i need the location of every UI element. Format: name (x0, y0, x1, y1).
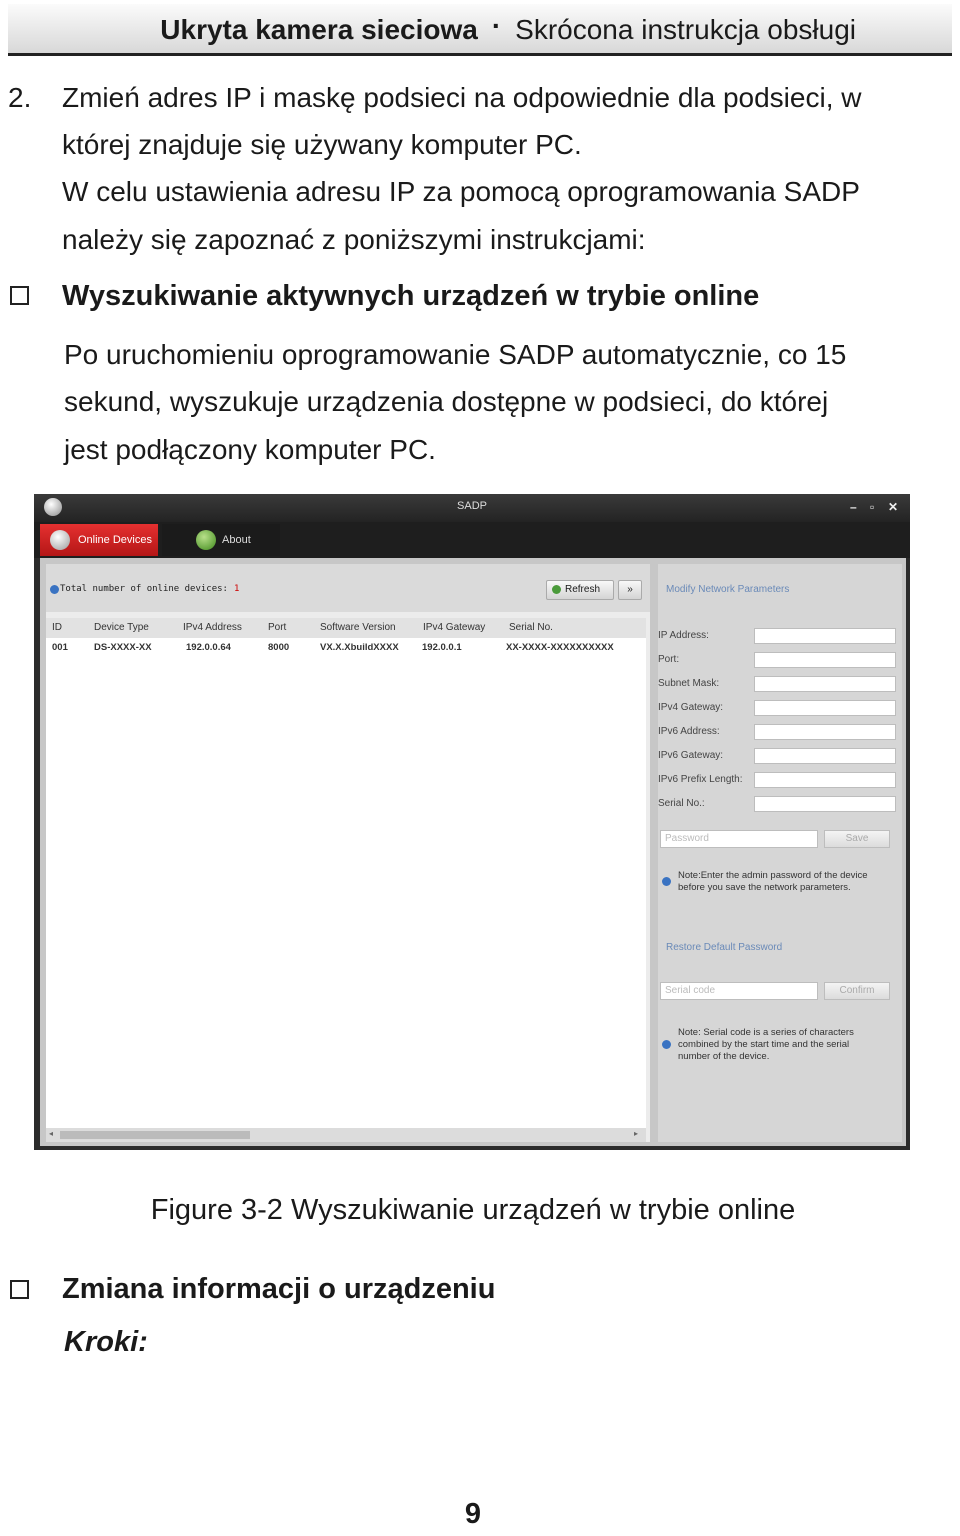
scrollbar-thumb[interactable] (60, 1131, 250, 1139)
restore-icon[interactable]: ▫ (870, 500, 875, 514)
note-line: before you save the network parameters. (678, 882, 851, 893)
sadp-window-title: SADP (457, 500, 487, 512)
subnet-mask-input[interactable] (754, 676, 896, 692)
modify-network-title: Modify Network Parameters (666, 584, 790, 595)
horizontal-scrollbar[interactable] (46, 1128, 646, 1142)
column-header[interactable]: IPv4 Gateway (423, 622, 486, 633)
column-header[interactable]: IPv4 Address (183, 622, 242, 633)
note-line: combined by the start time and the serial (678, 1039, 850, 1050)
refresh-icon (552, 585, 561, 594)
confirm-button[interactable]: Confirm (824, 982, 890, 1000)
step-line: należy się zapoznać z poniższymi instrukcjami: (62, 224, 646, 255)
info-icon (662, 1040, 671, 1049)
column-header[interactable]: Serial No. (509, 622, 553, 633)
ipv6-address-input[interactable] (754, 724, 896, 740)
expand-button[interactable]: » (618, 580, 642, 600)
password-input[interactable]: Password (660, 830, 818, 848)
total-devices (60, 584, 239, 594)
scroll-right-icon[interactable]: ▸ (634, 1129, 639, 1138)
save-button[interactable]: Save (824, 830, 890, 848)
info-icon (196, 530, 216, 550)
header-separator: · (491, 10, 502, 41)
tab-about-label: About (222, 534, 251, 546)
sadp-titlebar (34, 494, 910, 522)
sadp-tabs (34, 522, 910, 558)
step-line: Zmień adres IP i maskę podsieci na odpowiednie dla podsieci, w (62, 82, 862, 113)
page-header (8, 4, 952, 56)
column-header[interactable]: ID (52, 622, 62, 633)
paragraph-line: sekund, wyszukuje urządzenia dostępne w podsieci, do której (64, 386, 829, 417)
scroll-left-icon[interactable]: ◂ (49, 1129, 54, 1138)
close-icon[interactable]: ✕ (888, 500, 899, 514)
cell-device-type: DS-XXXX-XX (94, 642, 152, 653)
cell-gateway: 192.0.0.1 (422, 642, 462, 653)
serial-no-input[interactable] (754, 796, 896, 812)
port-input[interactable] (754, 652, 896, 668)
field-label: IPv6 Address: (658, 726, 720, 737)
info-icon (50, 585, 59, 594)
serial-code-input[interactable]: Serial code (660, 982, 818, 1000)
header-title-rest: Skrócona instrukcja obsługi (515, 14, 856, 45)
figure-caption: Figure 3-2 Wyszukiwanie urządzeń w trybie online (150, 1194, 796, 1226)
paragraph-line: Po uruchomieniu oprogramowanie SADP automatycznie, co 15 (64, 339, 847, 370)
tab-online-devices[interactable] (40, 524, 158, 556)
steps-label: Kroki: (64, 1326, 148, 1358)
section-heading: Zmiana informacji o urządzeniu (62, 1273, 496, 1305)
step-line: której znajduje się używany komputer PC. (62, 129, 582, 160)
note-line: Note:Enter the admin password of the device (678, 870, 868, 881)
field-label: Port: (658, 654, 680, 665)
device-list-pane (46, 564, 650, 1142)
page-header-title (160, 10, 856, 46)
refresh-label: Refresh (565, 584, 601, 595)
devices-icon (50, 530, 70, 550)
total-count: 1 (233, 584, 240, 594)
cell-software: VX.X.XbuildXXXX (320, 642, 399, 653)
field-label: IPv4 Gateway: (658, 702, 724, 713)
device-list-toolbar (46, 564, 650, 612)
minimize-icon[interactable]: – (850, 500, 857, 514)
cell-id: 001 (52, 642, 68, 653)
tab-online-label: Online Devices (78, 534, 152, 546)
table-row[interactable] (46, 638, 646, 658)
header-title-bold: Ukryta kamera sieciowa (160, 14, 478, 45)
paragraph-line: jest podłączony komputer PC. (64, 434, 436, 465)
column-header[interactable]: Device Type (94, 622, 149, 633)
ipv6-gateway-input[interactable] (754, 748, 896, 764)
sadp-window (34, 494, 910, 1150)
checkbox-icon (10, 1280, 29, 1299)
cell-ipv4: 192.0.0.64 (186, 642, 231, 653)
table-header (46, 618, 646, 639)
field-label: IPv6 Prefix Length: (658, 774, 743, 785)
cell-serial: XX-XXXX-XXXXXXXXXX (506, 642, 614, 653)
refresh-button[interactable] (546, 580, 614, 600)
note-save (678, 870, 888, 894)
note-line: Note: Serial code is a series of characters (678, 1027, 854, 1038)
ipv4-gateway-input[interactable] (754, 700, 896, 716)
field-label: Serial No.: (658, 798, 705, 809)
sadp-content (40, 558, 906, 1146)
field-label: Subnet Mask: (658, 678, 720, 689)
field-label: IPv6 Gateway: (658, 750, 724, 761)
tab-about[interactable] (162, 524, 280, 556)
checkbox-icon (10, 286, 29, 305)
step-number: 2. (8, 82, 32, 113)
ip-address-input[interactable] (754, 628, 896, 644)
step-line: W celu ustawienia adresu IP za pomocą oprogramowania SADP (62, 176, 860, 207)
modify-network-pane (658, 564, 902, 1142)
note-line: number of the device. (678, 1051, 770, 1062)
device-table (46, 638, 646, 1128)
info-icon (662, 877, 671, 886)
column-header[interactable]: Port (268, 622, 287, 633)
cell-port: 8000 (268, 642, 290, 653)
page-number: 9 (464, 1498, 482, 1530)
field-label: IP Address: (658, 630, 709, 641)
total-label: Total number of online devices: (60, 584, 228, 594)
ipv6-prefix-input[interactable] (754, 772, 896, 788)
restore-password-title: Restore Default Password (666, 942, 783, 953)
note-serial (678, 1027, 888, 1063)
section-heading: Wyszukiwanie aktywnych urządzeń w trybie online (62, 280, 760, 312)
column-header[interactable]: Software Version (320, 622, 396, 633)
